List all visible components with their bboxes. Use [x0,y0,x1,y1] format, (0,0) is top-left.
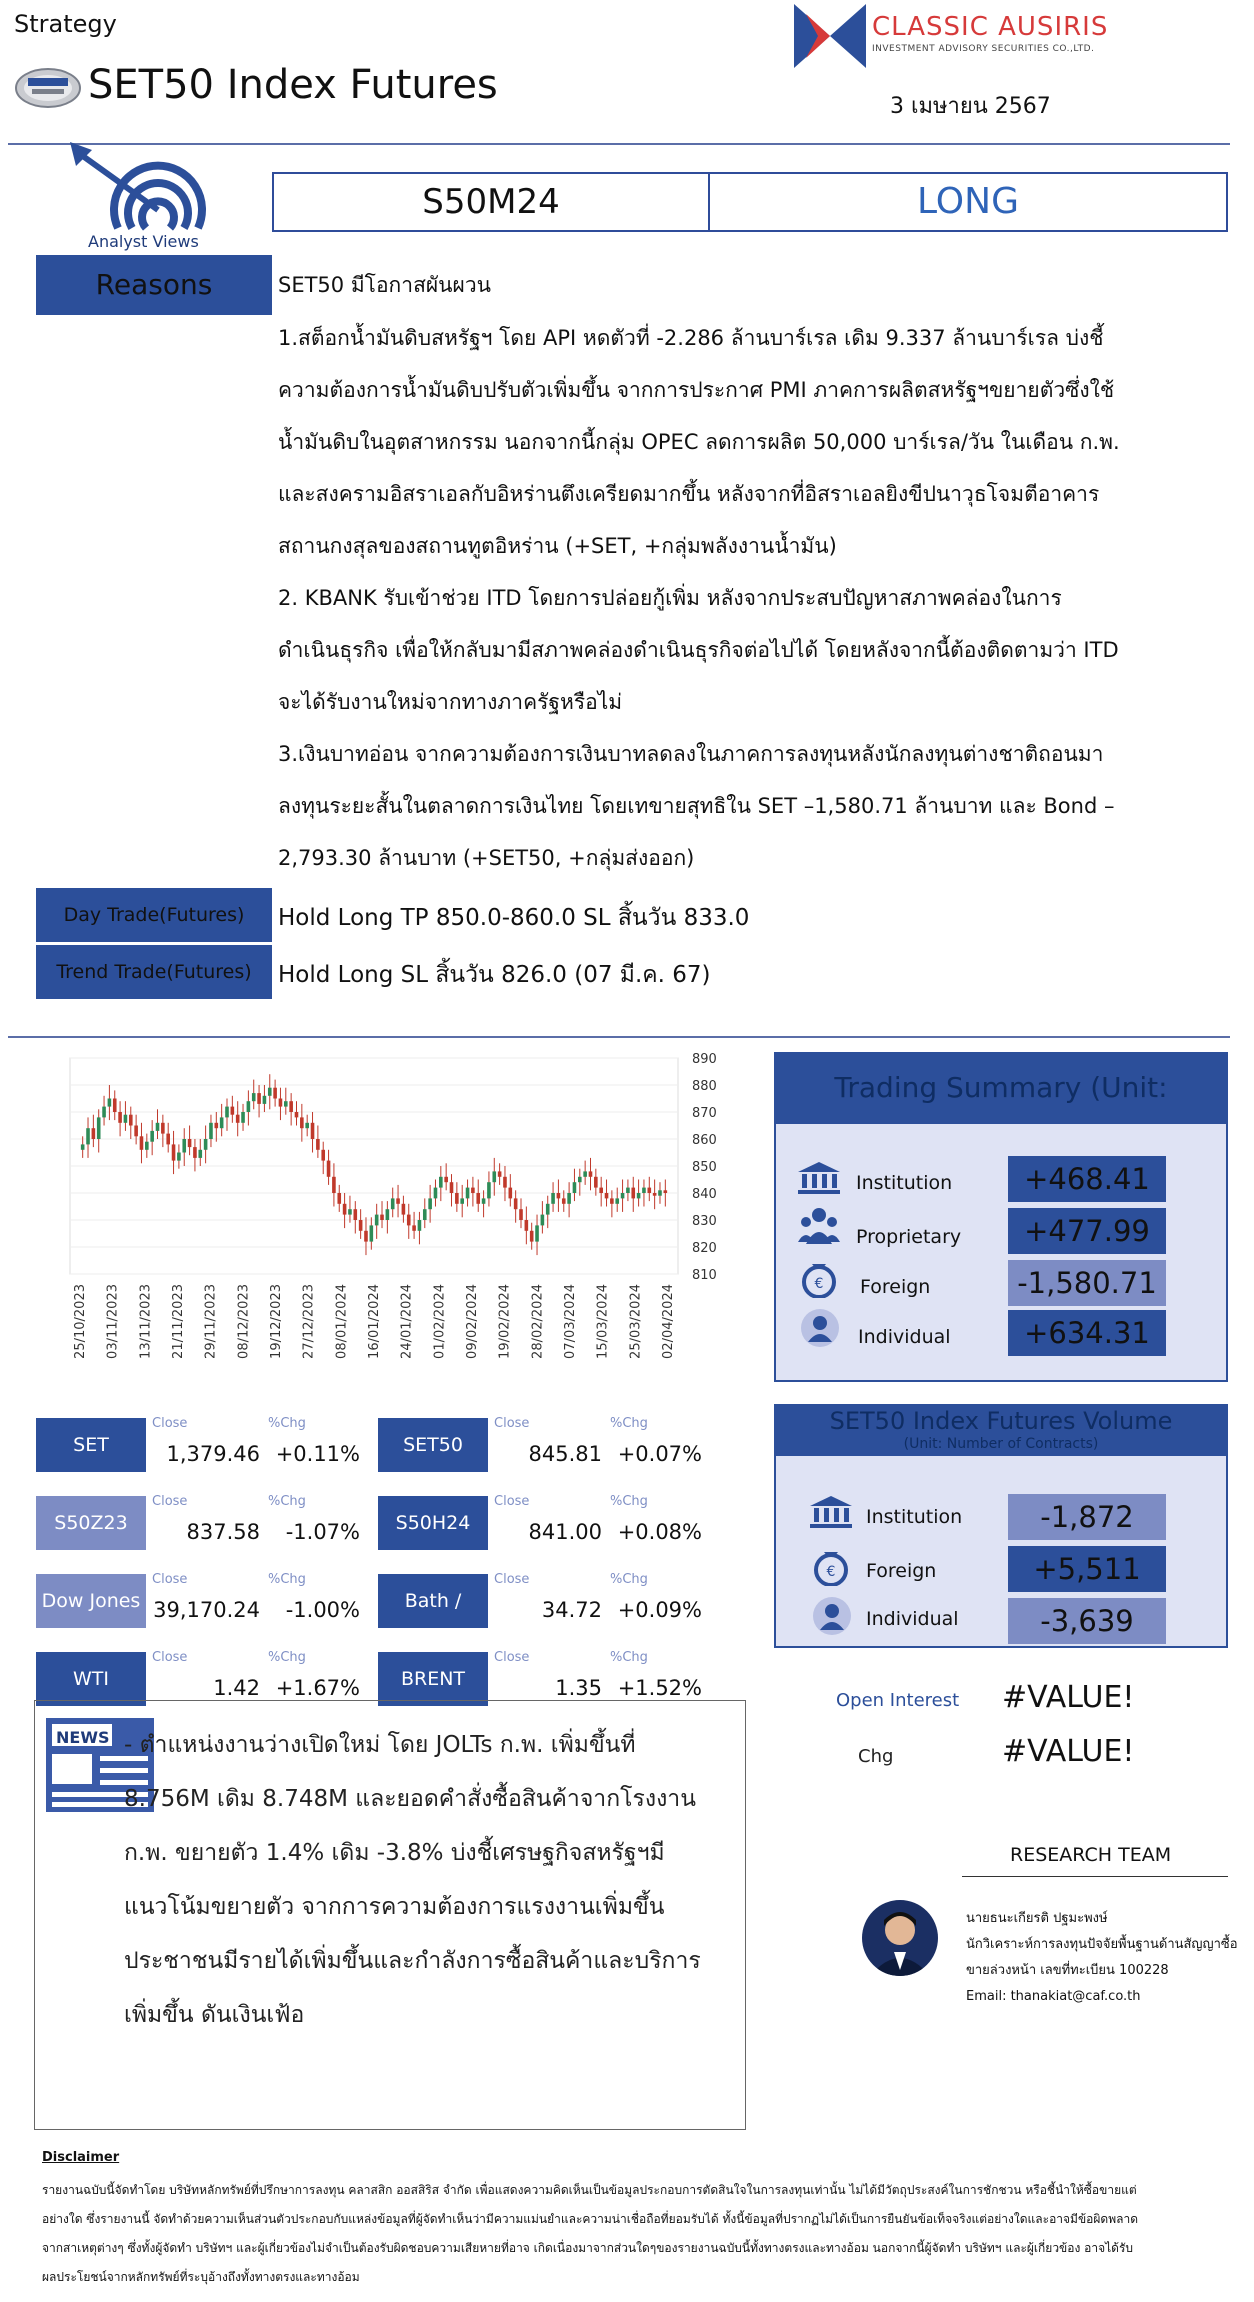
brand-subtitle: INVESTMENT ADVISORY SECURITIES CO.,LTD. [872,44,1095,54]
svg-text:€: € [814,1276,824,1292]
candle-body [541,1215,545,1226]
candle-body [615,1198,619,1203]
x-tick-label: 03/11/2023 [105,1284,121,1359]
close-label: Close [494,1572,530,1587]
candle-body [423,1209,427,1220]
reason-line: ดำเนินธุรกิจ เพื่อให้กลับมามีสภาพคล่องดำเนินธุรกิจต่อไปได้ โดยหลังจากนี้ต้องติดตามว่า ITD [278,638,1119,662]
x-tick-label: 29/11/2023 [203,1284,219,1359]
candle-body [236,1115,240,1123]
candle-body [145,1142,149,1150]
chg-value: +0.08% [617,1520,702,1544]
candle-body [562,1198,566,1203]
trend-trade-label: Trend Trade(Futures) [36,945,272,999]
brand-logo [790,0,870,72]
x-tick-label: 09/02/2024 [465,1284,480,1359]
x-tick-label: 24/01/2024 [399,1284,415,1359]
y-tick-label: 840 [692,1187,717,1202]
trading-summary-title: Trading Summary (Unit: [774,1052,1228,1124]
candle-body [364,1231,368,1242]
market-name: WTI [36,1652,146,1706]
candle-body [161,1123,165,1134]
candle-body [621,1193,625,1198]
candle-body [225,1107,229,1118]
close-value: 1.35 [555,1676,602,1700]
candle-body [316,1139,320,1150]
ts-value-institution: +468.41 [1008,1156,1166,1202]
candle-body [573,1182,577,1193]
candle-body [337,1193,341,1204]
candle-body [396,1198,400,1203]
y-tick-label: 820 [692,1241,717,1256]
candle-body [647,1188,651,1193]
chg-label: %Chg [610,1572,648,1587]
candle-body [97,1117,101,1139]
candle-body [476,1193,480,1204]
candle-body [455,1193,459,1204]
y-tick-label: 850 [692,1160,717,1175]
candle-body [209,1123,213,1139]
money-bag-icon [810,1546,852,1590]
candle-body [589,1171,593,1176]
market-name: BRENT [378,1652,488,1706]
candle-body [263,1096,267,1104]
candle-body [92,1128,96,1139]
x-tick-label: 19/02/2024 [497,1284,513,1359]
disclaimer-line: ผลประโยชน์จากหลักทรัพย์ที่ระบุอ้างถึงทั้งทางตรงและทางอ้อม [42,2270,360,2284]
candle-body [492,1171,496,1182]
person-icon [800,1308,840,1352]
y-tick-label: 810 [692,1268,717,1283]
reason-line: 1.สต็อกน้ำมันดิบสหรัฐฯ โดย API หดตัวที่ -2.286 ล้านบาร์เรล เดิม 9.337 ล้านบาร์เรล บ่งชี้ [278,326,1104,350]
volume-unit: (Unit: Number of Contracts) [903,1436,1099,1452]
candle-body [599,1188,603,1193]
research-team-title: RESEARCH TEAM [1010,1844,1172,1866]
open-interest-value: #VALUE! [1002,1680,1135,1715]
x-tick-label: 08/12/2023 [236,1284,252,1359]
candle-body [434,1188,438,1199]
page-title: SET50 Index Futures [88,62,498,108]
chg-value: -1.00% [285,1598,360,1622]
candle-body [530,1231,534,1242]
candle-body [370,1225,374,1241]
candle-body [557,1193,561,1198]
position-side: LONG [917,181,1019,222]
candle-body [498,1171,502,1176]
candle-body [583,1171,587,1176]
candle-body [247,1101,251,1112]
chg-label: %Chg [268,1494,306,1509]
candle-body [311,1123,315,1139]
analyst-license: ขายล่วงหน้า เลขที่ทะเบียน 100228 [966,1963,1169,1978]
candle-body [156,1123,160,1131]
news-line: ประชาชนมีรายได้เพิ่มขึ้นและกำลังการซื้อสินค้าและบริการ [124,1948,701,1974]
news-line: เพิ่มขึ้น ดันเงินเฟ้อ [124,2002,305,2028]
reasons-heading: SET50 มีโอกาสผันผวน [278,273,491,297]
reasons-label: Reasons [36,255,272,315]
chg-label: %Chg [610,1650,648,1665]
set50-futures-logo [14,64,86,110]
y-tick-label: 830 [692,1214,717,1229]
candle-body [503,1177,507,1188]
x-tick-label: 28/02/2024 [530,1284,546,1359]
ts-name-proprietary: Proprietary [856,1226,962,1248]
reason-line: จะได้รับงานใหม่จากทางภาครัฐหรือไม่ [278,690,623,714]
ts-name-foreign: Foreign [860,1276,931,1298]
candle-body [631,1188,635,1199]
candle-body [653,1193,657,1196]
vol-value-foreign: +5,511 [1008,1546,1166,1592]
x-tick-label: 21/11/2023 [171,1284,186,1359]
x-tick-label: 19/12/2023 [269,1284,284,1359]
analyst-info [966,1906,1238,2010]
candle-body [113,1099,117,1113]
candle-body [546,1204,550,1215]
disclaimer-title: Disclaimer [42,2150,120,2165]
candle-body [343,1204,347,1215]
candle-body [391,1198,395,1209]
candle-body [241,1112,245,1123]
close-label: Close [152,1494,188,1509]
candle-body [289,1101,293,1112]
candle-body [124,1115,128,1123]
reason-line: น้ำมันดิบในอุตสาหกรรม นอกจากนี้กลุ่ม OPEC ลดการผลิต 50,000 บาร์เรล/วัน ในเดือน ก.พ. [278,430,1120,454]
market-name: Dow Jones [36,1574,146,1628]
candle-body [140,1136,144,1150]
candle-body [509,1188,513,1199]
candle-body [535,1225,539,1241]
candle-body [642,1188,646,1193]
candle-body [375,1215,379,1226]
close-value: 841.00 [528,1520,602,1544]
candle-body [177,1153,181,1161]
candle-body [332,1177,336,1193]
close-value: 1.42 [213,1676,260,1700]
chg-label: Chg [858,1746,894,1767]
brand-name: CLASSIC AUSIRIS [872,12,1109,42]
chg-label: %Chg [268,1416,306,1431]
candle-body [321,1150,325,1161]
chg-value: +1.52% [617,1676,702,1700]
ts-value-foreign: -1,580.71 [1008,1260,1166,1306]
day-trade-text: Hold Long TP 850.0-860.0 SL สิ้นวัน 833.0 [278,905,750,931]
candle-body [466,1188,470,1199]
close-label: Close [152,1572,188,1587]
vol-name-foreign: Foreign [866,1560,937,1582]
x-tick-label: 16/01/2024 [367,1284,382,1359]
vol-value-institution: -1,872 [1008,1494,1166,1540]
close-value: 837.58 [186,1520,260,1544]
reasons-body [278,312,1228,884]
reason-line: 3.เงินบาทอ่อน จากความต้องการเงินบาทลดลงในภาคการลงทุนหลังนักลงทุนต่างชาติถอนมา [278,742,1104,766]
x-tick-label: 25/03/2024 [628,1284,644,1359]
candle-body [380,1215,384,1220]
report-date: 3 เมษายน 2567 [890,94,1051,119]
candle-body [519,1209,523,1220]
y-tick-label: 890 [692,1052,717,1067]
x-tick-label: 08/01/2024 [334,1284,350,1359]
y-tick-label: 860 [692,1133,717,1148]
candle-body [487,1182,491,1198]
reason-line: 2. KBANK รับเข้าช่วย ITD โดยการปล่อยกู้เพิ่ม หลังจากประสบปัญหาสภาพคล่องในการ [278,586,1062,610]
trend-trade-text: Hold Long SL สิ้นวัน 826.0 (07 มี.ค. 67) [278,962,711,988]
candle-body [327,1161,331,1177]
avatar [862,1900,938,1976]
x-tick-label: 07/03/2024 [563,1284,578,1359]
candle-body [215,1123,219,1128]
candle-body [182,1139,186,1153]
candle-body [108,1099,112,1107]
candle-body [305,1123,309,1128]
reason-line: ลงทุนระยะสั้นในตลาดการเงินไทย โดยเทขายสุทธิใน SET –1,580.71 ล้านบาท และ Bond – [278,794,1115,818]
candle-body [386,1209,390,1220]
x-tick-label: 15/03/2024 [595,1284,611,1359]
divider [962,1876,1228,1877]
bank-icon [796,1160,842,1200]
position-box [272,172,1228,232]
chg-value: -1.07% [285,1520,360,1544]
candle-body [231,1107,235,1115]
market-name: SET50 [378,1418,488,1472]
news-line: ก.พ. ขยายตัว 1.4% เดิม -3.8% บ่งชี้เศรษฐกิจสหรัฐฯมี [124,1840,665,1866]
analyst-role: นักวิเคราะห์การลงทุนปัจจัยพื้นฐานด้านสัญญาซื้อ [966,1937,1238,1952]
candle-body [353,1209,357,1220]
day-trade-label: Day Trade(Futures) [36,888,272,942]
disclaimer-line: จากสาเหตุต่างๆ ซึ่งทั้งผู้จัดทำ บริษัทฯ และผู้เกี่ยวข้องไม่จำเป็นต้องรับผิดชอบความเสียหายที่อาจ เกิดเนื่องมาจากส่วนใดๆของรายงานฉบับนี้ทั้งทางตรงและทางอ้อม นอกจากนี้ผู้จัดทำ บริษัทฯ และผู้เกี่ยวข้อง อาจได้รับ [42,2241,1134,2255]
close-value: 1,379.46 [166,1442,260,1466]
news-line: 8.756M เดิม 8.748M และยอดคำสั่งซื้อสินค้าจากโรงงาน [124,1786,696,1812]
candle-body [402,1204,406,1215]
candle-body [268,1088,272,1096]
close-label: Close [152,1416,188,1431]
candlestick-chart [30,1040,730,1410]
candle-body [279,1099,283,1107]
chg-value: +1.67% [275,1676,360,1700]
candle-body [300,1117,304,1128]
candle-body [295,1112,299,1117]
x-tick-label: 13/11/2023 [138,1284,154,1359]
section-label: Strategy [14,10,117,38]
analyst-name: นายธนะเกียรติ ปฐมะพงษ์ [966,1911,1108,1926]
news-icon-label: NEWS [56,1728,110,1747]
candle-body [412,1225,416,1230]
vol-name-institution: Institution [866,1506,963,1528]
candle-body [284,1101,288,1106]
disclaimer-line: อย่างใด ซึ่งรายงานนี้ จัดทำด้วยความเห็นส่วนตัวประกอบกับแหล่งข้อมูลที่ผู้จัดทำเห็นว่ามีความแม่นยำและความน่าเชื่อถือที่ยอมรับได้ ทั้งนี้ข้อมูลที่ปรากฏไม่ได้เป็นการยืนยันข้อเท็จจริงแต่อย่างใดและอาจมีข้อผิดพลาด [42,2212,1138,2226]
candle-body [428,1198,432,1209]
candle-body [637,1193,641,1198]
candle-body [626,1188,630,1193]
divider [8,1036,1230,1038]
candle-body [348,1209,352,1214]
candle-body [605,1193,609,1198]
ts-value-individual: +634.31 [1008,1310,1166,1356]
candle-body [359,1220,363,1231]
candle-body [172,1144,176,1160]
candle-body [551,1193,555,1204]
svg-text:€: € [826,1564,836,1580]
candle-body [444,1177,448,1182]
reason-line: 2,793.30 ล้านบาท (+SET50, +กลุ่มส่งออก) [278,846,695,870]
market-name: S50H24 [378,1496,488,1550]
contract-code: S50M24 [274,174,710,230]
news-line: แนวโน้มขยายตัว จากการความต้องการแรงงานเพิ่มขึ้น [124,1894,665,1920]
candle-body [220,1117,224,1128]
market-name: SET [36,1418,146,1472]
candle-body [134,1126,138,1137]
candle-body [81,1144,85,1149]
x-tick-label: 01/02/2024 [432,1284,448,1359]
reason-line: ความต้องการน้ำมันดิบปรับตัวเพิ่มขึ้น จากการประกาศ PMI ภาคการผลิตสหรัฐฯขยายตัวซึ่งใช้ [278,378,1115,402]
ts-name-institution: Institution [856,1172,953,1194]
candle-body [86,1128,90,1144]
candle-body [482,1198,486,1203]
candle-body [460,1198,464,1203]
candle-body [450,1182,454,1193]
close-label: Close [494,1494,530,1509]
candle-body [664,1190,668,1193]
y-tick-label: 870 [692,1106,717,1121]
chg-value: +0.07% [617,1442,702,1466]
candle-body [439,1177,443,1188]
news-text [124,1718,734,2042]
chg-label: %Chg [610,1416,648,1431]
vol-name-individual: Individual [866,1608,959,1630]
candle-body [610,1198,614,1203]
x-tick-label: 25/10/2023 [73,1284,88,1359]
close-label: Close [152,1650,188,1665]
money-bag-icon [798,1258,840,1302]
candle-body [418,1220,422,1231]
candle-body [514,1198,518,1209]
candle-body [102,1107,106,1118]
candle-body [567,1193,571,1204]
market-name: Bath / [378,1574,488,1628]
x-tick-label: 02/04/2024 [661,1284,676,1359]
close-value: 34.72 [541,1598,602,1622]
candle-body [166,1134,170,1145]
close-value: 845.81 [528,1442,602,1466]
volume-title-box [774,1404,1228,1456]
market-name: S50Z23 [36,1496,146,1550]
candle-body [257,1093,261,1104]
candle-body [594,1177,598,1188]
candle-body [407,1215,411,1226]
candle-body [658,1190,662,1195]
candle-body [252,1093,256,1101]
candle-body [193,1147,197,1158]
candle-body [273,1088,277,1099]
ts-value-proprietary: +477.99 [1008,1208,1166,1254]
close-label: Close [494,1416,530,1431]
candle-body [204,1139,208,1150]
close-value: 39,170.24 [153,1598,260,1622]
disclaimer-line: รายงานฉบับนี้จัดทำโดย บริษัทหลักทรัพย์ที่ปรึกษาการลงทุน คลาสสิก ออสสิริส จำกัด เพื่อแสดงความคิดเห็นเป็นข้อมูลประกอบการตัดสินใจในการลงทุนเท่านั้น ไม่ได้มีวัตถุประสงค์ในการชักชวน หรือชี้นำให้ซื้อขายแต่ [42,2183,1137,2197]
ts-name-individual: Individual [858,1326,951,1348]
candle-body [471,1188,475,1193]
chg-value: #VALUE! [1002,1734,1135,1769]
candle-body [129,1115,133,1126]
candle-body [118,1112,122,1123]
candle-body [578,1177,582,1182]
news-line: - ตำแหน่งงานว่างเปิดใหม่ โดย JOLTs ก.พ. เพิ่มขึ้นที่ [124,1732,636,1758]
chg-label: %Chg [268,1572,306,1587]
volume-title: SET50 Index Futures Volume [829,1407,1173,1435]
chg-label: %Chg [268,1650,306,1665]
vol-value-individual: -3,639 [1008,1598,1166,1644]
person-icon [812,1596,852,1640]
y-tick-label: 880 [692,1079,717,1094]
open-interest-label: Open Interest [836,1690,960,1711]
chg-value: +0.11% [275,1442,360,1466]
chg-label: %Chg [610,1494,648,1509]
price-chart [30,1040,730,1410]
x-tick-label: 27/12/2023 [301,1284,317,1359]
chg-value: +0.09% [617,1598,702,1622]
candle-body [525,1220,529,1231]
analyst-views-label: Analyst Views [88,232,199,251]
reason-line: และสงครามอิสราเอลกับอิหร่านตึงเครียดมากขึ้น หลังจากที่อิสราเอลยิงขีปนาวุธโจมตีอาคาร [278,482,1100,506]
bank-icon [808,1494,854,1534]
close-label: Close [494,1650,530,1665]
disclaimer-text [42,2176,1242,2292]
candle-body [198,1150,202,1158]
candle-body [150,1131,154,1142]
analyst-email: Email: thanakiat@caf.co.th [966,1989,1141,2004]
candle-body [188,1139,192,1147]
reason-line: สถานกงสุลของสถานทูตอิหร่าน (+SET, +กลุ่มพลังงานน้ำมัน) [278,534,837,558]
people-icon [798,1206,840,1250]
